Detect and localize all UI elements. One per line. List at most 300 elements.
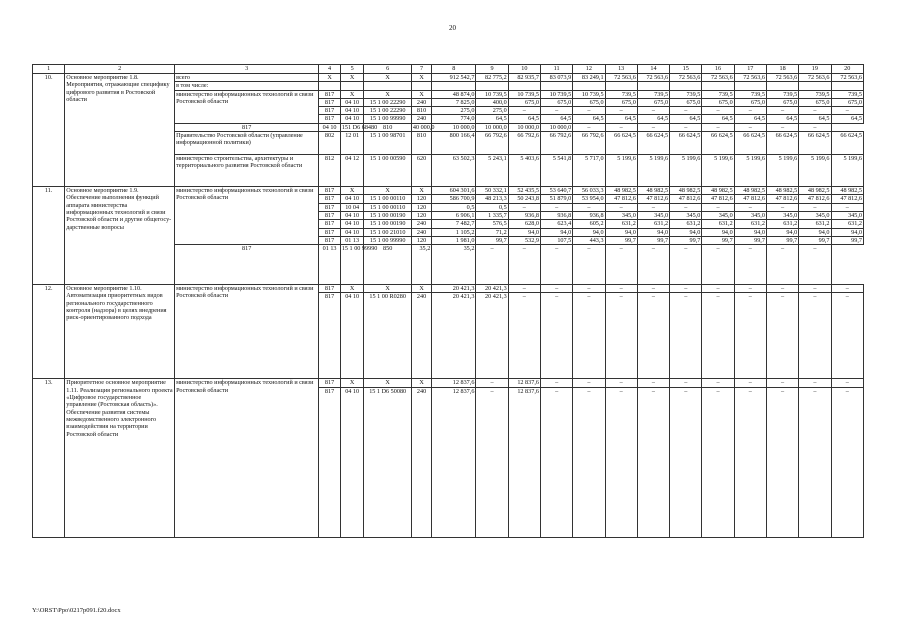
amount-cell: 56 033,3 [573,187,605,195]
amount-cell: 47 812,6 [734,195,766,203]
amount-cell: – [573,293,605,379]
amount-cell: 631,2 [734,220,766,228]
amount-cell: 5 199,6 [702,155,734,187]
code-cell: 817 [319,228,341,236]
amount-cell: 5 199,6 [637,155,669,187]
amount-cell: – [540,387,572,537]
amount-cell: 739,5 [702,90,734,98]
amount-cell: – [702,123,734,131]
amount-cell: 5 199,6 [799,155,831,187]
amount-cell: – [540,285,572,293]
code-cell: 850 [364,245,411,285]
amount-cell: – [670,293,702,379]
amount-cell: 10 000,0 [540,123,572,131]
amount-cell: – [637,123,669,131]
code-cell: 817 [319,211,341,219]
amount-cell: – [670,285,702,293]
amount-cell: 64,5 [573,115,605,123]
code-cell [319,82,341,90]
code-cell: 15 1 00 99990 [340,245,364,285]
code-cell: 04 10 [340,115,364,123]
amount-cell: 605,2 [573,220,605,228]
amount-cell: 532,9 [508,236,540,244]
amount-cell: 64,5 [702,115,734,123]
amount-cell: 82 935,7 [508,74,540,82]
amount-cell: 345,0 [831,211,864,219]
code-cell: 12 01 [340,132,364,155]
amount-cell [670,82,702,90]
amount-cell: – [637,203,669,211]
amount-cell: 83 073,9 [540,74,572,82]
amount-cell: 5 199,6 [670,155,702,187]
amount-cell: – [799,293,831,379]
amount-cell: 94,0 [734,228,766,236]
column-header: 13 [605,65,637,74]
executor-cell: министерство строительства, архитектуры и территориального развития Ростовской области [175,155,319,187]
amount-cell: – [702,379,734,387]
amount-cell: 47 812,6 [670,195,702,203]
amount-cell: – [540,293,572,379]
amount-cell: 107,5 [540,236,572,244]
row-number: 11. [33,187,65,285]
amount-cell [799,82,831,90]
amount-cell: 50 243,8 [508,195,540,203]
amount-cell: – [637,285,669,293]
amount-cell: 64,5 [831,115,864,123]
amount-cell: 10 739,5 [476,90,508,98]
amount-cell: 443,3 [573,236,605,244]
amount-cell: – [573,107,605,115]
amount-cell: 72 563,6 [799,74,831,82]
amount-cell: – [670,203,702,211]
amount-cell: 675,0 [734,98,766,106]
amount-cell: 675,0 [573,98,605,106]
amount-cell: 47 812,6 [637,195,669,203]
amount-cell: – [605,107,637,115]
amount-cell: 739,5 [637,90,669,98]
amount-cell: – [573,245,605,285]
amount-cell: – [540,203,572,211]
code-cell: 817 [319,107,341,115]
code-cell: Х [340,285,364,293]
amount-cell: 40 000,0 [412,123,435,131]
amount-cell: 72 563,6 [637,74,669,82]
amount-cell: – [605,379,637,387]
amount-cell: 675,0 [508,98,540,106]
column-header: 5 [340,65,364,74]
code-cell: 120 [411,195,431,203]
code-cell: 04 10 [340,211,364,219]
column-header: 7 [411,65,431,74]
amount-cell: – [573,387,605,537]
amount-cell: 64,5 [670,115,702,123]
amount-cell: – [734,123,766,131]
amount-cell: 604 301,6 [432,187,476,195]
amount-cell: 20 421,3 [432,285,476,293]
file-path-footer: Y:\ORST\Ppo\0217p091.f20.docx [32,607,121,614]
amount-cell: – [508,285,540,293]
code-cell: 817 [319,115,341,123]
amount-cell: 576,5 [476,220,508,228]
code-cell: 817 [319,379,341,387]
amount-cell: 72 563,6 [734,74,766,82]
amount-cell: 5 243,1 [476,155,508,187]
amount-cell: – [702,107,734,115]
amount-cell: 631,2 [799,220,831,228]
amount-cell: 72 563,6 [766,74,798,82]
amount-cell: 10 000,0 [476,123,508,131]
code-cell: 817 [319,236,341,244]
amount-cell: 99,7 [702,236,734,244]
code-cell: 240 [411,387,431,537]
code-cell: 15 1 00 00590 [364,155,411,187]
column-header: 8 [432,65,476,74]
amount-cell: 631,2 [605,220,637,228]
executor-cell: в том числе: [175,82,319,90]
amount-cell: 936,8 [508,211,540,219]
event-name: Основное мероприятие 1.9. Обеспечение выполнения функций аппарата министерства информационных технологий и связи Ростовской области и другие общегосу-дарственные вопросы [65,187,175,285]
amount-cell: 66 792,6 [573,132,605,155]
code-cell: 120 [411,203,431,211]
amount-cell: 12 837,6 [432,387,476,537]
header-row [33,65,864,74]
amount-cell: 48 213,3 [476,195,508,203]
amount-cell: 7 482,7 [432,220,476,228]
amount-cell: – [670,379,702,387]
amount-cell: 6 906,1 [432,211,476,219]
code-cell: 15 1 00 22290 [364,98,411,106]
amount-cell: 800 166,4 [432,132,476,155]
column-header: 14 [637,65,669,74]
amount-cell: 345,0 [734,211,766,219]
code-cell: 15 1 00 98701 [364,132,411,155]
amount-cell: 48 874,0 [432,90,476,98]
amount-cell: 739,5 [734,90,766,98]
amount-cell: – [734,107,766,115]
code-cell: 15 1 00 00110 [364,203,411,211]
amount-cell: – [799,285,831,293]
code-cell [411,82,431,90]
amount-cell: – [734,293,766,379]
amount-cell: – [799,107,831,115]
amount-cell: – [508,107,540,115]
amount-cell: 675,0 [799,98,831,106]
code-cell: 240 [411,220,431,228]
amount-cell: – [831,285,864,293]
code-cell: Х [411,285,431,293]
amount-cell: – [540,245,572,285]
column-header: 16 [702,65,734,74]
amount-cell: 345,0 [766,211,798,219]
code-cell: 04 10 [340,98,364,106]
code-cell: 04 10 [340,293,364,379]
amount-cell [476,82,508,90]
amount-cell: 66 624,5 [831,132,864,155]
amount-cell: 52 435,5 [508,187,540,195]
amount-cell: – [799,123,831,131]
amount-cell: – [799,203,831,211]
amount-cell: – [605,387,637,537]
code-cell: Х [364,187,411,195]
code-cell: 817 [175,245,319,285]
amount-cell: 83 249,1 [573,74,605,82]
column-header: 15 [670,65,702,74]
amount-cell: – [702,293,734,379]
amount-cell: – [766,245,798,285]
code-cell: 15 1 00 22290 [364,107,411,115]
amount-cell: 0,5 [476,203,508,211]
amount-cell: 912 542,7 [432,74,476,82]
amount-cell: 35,2 [432,245,476,285]
amount-cell: 739,5 [605,90,637,98]
amount-cell: 631,2 [831,220,864,228]
amount-cell: 66 624,5 [702,132,734,155]
amount-cell: 1 105,2 [432,228,476,236]
amount-cell [702,82,734,90]
amount-cell: – [831,293,864,379]
amount-cell: 0,5 [432,203,476,211]
event-name: Основное мероприятие 1.10. Автоматизация приоритетных видов регионального государственного контроля (надзора) в целях внедрения риск-ориентированного подхода [65,285,175,379]
amount-cell: 5 199,6 [831,155,864,187]
amount-cell: – [831,203,864,211]
amount-cell: – [831,387,864,537]
amount-cell: – [766,107,798,115]
amount-cell: – [605,245,637,285]
amount-cell: – [637,379,669,387]
amount-cell: 631,2 [766,220,798,228]
code-cell: Х [411,187,431,195]
code-cell: 15 1 00 R0280 [364,293,411,379]
amount-cell: 10 000,0 [508,123,540,131]
amount-cell: 94,0 [573,228,605,236]
amount-cell: – [573,379,605,387]
amount-cell: 50 332,1 [476,187,508,195]
column-header: 10 [508,65,540,74]
amount-cell: – [702,387,734,537]
amount-cell: 66 792,6 [476,132,508,155]
amount-cell: 53 640,7 [540,187,572,195]
amount-cell: – [766,285,798,293]
amount-cell: 64,5 [799,115,831,123]
amount-cell: 20 421,3 [432,293,476,379]
amount-cell: – [670,245,702,285]
code-cell: 817 [319,187,341,195]
amount-cell: 20 421,3 [476,293,508,379]
amount-cell: 10 000,0 [432,123,476,131]
code-cell: 810 [411,107,431,115]
amount-cell: 675,0 [831,98,864,106]
amount-cell: 936,8 [540,211,572,219]
amount-cell: – [799,379,831,387]
amount-cell: – [476,387,508,537]
amount-cell [540,82,572,90]
amount-cell: – [670,387,702,537]
amount-cell: 64,5 [637,115,669,123]
code-cell: 802 [319,132,341,155]
amount-cell [831,82,864,90]
code-cell: 15 1 00 21010 [364,228,411,236]
amount-cell: 12 837,6 [508,387,540,537]
code-cell: 240 [411,115,431,123]
amount-cell: 675,0 [766,98,798,106]
row-number: 12. [33,285,65,379]
amount-cell: 675,0 [637,98,669,106]
amount-cell: 48 982,5 [605,187,637,195]
amount-cell: 739,5 [799,90,831,98]
amount-cell: – [605,285,637,293]
amount-cell: 48 982,5 [702,187,734,195]
amount-cell: – [831,379,864,387]
amount-cell: 47 812,6 [766,195,798,203]
amount-cell: 739,5 [766,90,798,98]
amount-cell: 94,0 [637,228,669,236]
code-cell: 15 1 00 99990 [364,115,411,123]
code-cell: 15 1 D6 50080 [364,387,411,537]
table-row [33,187,864,195]
amount-cell: 675,0 [605,98,637,106]
amount-cell: 51 879,0 [540,195,572,203]
amount-cell: – [476,245,508,285]
amount-cell: 275,0 [476,107,508,115]
code-cell: Х [340,379,364,387]
executor-cell: всего [175,74,319,82]
amount-cell: – [799,387,831,537]
amount-cell: 94,0 [605,228,637,236]
executor-cell: министерство информационных технологий и связи Ростовской области [175,187,319,245]
amount-cell: 99,7 [637,236,669,244]
code-cell: Х [364,74,411,82]
column-header: 9 [476,65,508,74]
amount-cell: 774,0 [432,115,476,123]
amount-cell: 64,5 [766,115,798,123]
code-cell: 04 10 [340,107,364,115]
amount-cell: 275,0 [432,107,476,115]
code-cell: 817 [319,387,341,537]
code-cell: Х [411,379,431,387]
amount-cell: 72 563,6 [670,74,702,82]
code-cell: 04 10 [340,195,364,203]
amount-cell: 64,5 [734,115,766,123]
amount-cell: 82 775,2 [476,74,508,82]
amount-cell: 99,7 [799,236,831,244]
amount-cell: 5 199,6 [605,155,637,187]
event-name: Приоритетное основное мероприятие 1.11. Реализация регионального проекта «Цифровое государственное управление (Ростовская область)». Обеспечение развития системы межведомственного электронного взаимодействия на территории Ростовской области [65,379,175,537]
executor-cell: министерство информационных технологий и связи Ростовской области [175,90,319,123]
amount-cell: 400,0 [476,98,508,106]
amount-cell: 5 717,0 [573,155,605,187]
code-cell: 01 13 [319,245,341,285]
amount-cell [508,82,540,90]
code-cell: 240 [411,98,431,106]
code-cell: 10 04 [340,203,364,211]
amount-cell [734,82,766,90]
code-cell: 817 [319,293,341,379]
amount-cell: – [734,245,766,285]
column-header: 17 [734,65,766,74]
amount-cell: 623,4 [540,220,572,228]
code-cell: 04 10 [319,123,341,131]
amount-cell: 1 335,7 [476,211,508,219]
amount-cell: – [573,285,605,293]
amount-cell: 66 624,5 [799,132,831,155]
amount-cell: 72 563,6 [702,74,734,82]
amount-cell: – [637,107,669,115]
amount-cell: – [573,123,605,131]
amount-cell: – [508,203,540,211]
code-cell: Х [364,285,411,293]
amount-cell: – [670,123,702,131]
amount-cell: 12 837,6 [508,379,540,387]
amount-cell: 10 739,5 [573,90,605,98]
code-cell: Х [340,187,364,195]
amount-cell: – [637,387,669,537]
amount-cell: 53 954,0 [573,195,605,203]
amount-cell: – [508,245,540,285]
amount-cell: 10 739,5 [508,90,540,98]
code-cell: Х [411,90,431,98]
column-header: 6 [364,65,411,74]
amount-cell: 1 981,0 [432,236,476,244]
amount-cell: 48 982,5 [637,187,669,195]
code-cell: 04 10 [340,387,364,537]
amount-cell [605,82,637,90]
code-cell: 240 [411,293,431,379]
amount-cell: 345,0 [670,211,702,219]
amount-cell: 628,0 [508,220,540,228]
code-cell [340,82,364,90]
amount-cell [573,82,605,90]
amount-cell: 675,0 [702,98,734,106]
code-cell: 04 10 [340,228,364,236]
code-cell: Х [319,74,341,82]
amount-cell: 345,0 [799,211,831,219]
code-cell: Х [364,90,411,98]
amount-cell: 99,7 [734,236,766,244]
column-header: 19 [799,65,831,74]
amount-cell: 20 421,3 [476,285,508,293]
amount-cell: 66 792,6 [508,132,540,155]
amount-cell: 345,0 [605,211,637,219]
amount-cell: – [540,379,572,387]
amount-cell: 99,7 [476,236,508,244]
code-cell [364,82,411,90]
amount-cell: 94,0 [766,228,798,236]
amount-cell: 64,5 [540,115,572,123]
amount-cell: 71,2 [476,228,508,236]
amount-cell: 10 739,5 [540,90,572,98]
amount-cell: 63 502,3 [432,155,476,187]
amount-cell: – [766,293,798,379]
code-cell: 15 1 00 00190 [364,220,411,228]
table-row [33,74,864,82]
amount-cell: 47 812,6 [831,195,864,203]
amount-cell: – [766,387,798,537]
amount-cell: 345,0 [637,211,669,219]
amount-cell: 631,2 [637,220,669,228]
amount-cell: 99,7 [605,236,637,244]
code-cell: Х [340,90,364,98]
code-cell: 812 [319,155,341,187]
amount-cell: 936,8 [573,211,605,219]
amount-cell: – [734,379,766,387]
amount-cell: 66 624,5 [766,132,798,155]
amount-cell: 66 624,5 [637,132,669,155]
amount-cell: 66 624,5 [734,132,766,155]
code-cell: 817 [319,98,341,106]
code-cell: 810 [411,132,431,155]
amount-cell [637,82,669,90]
amount-cell: 47 812,6 [605,195,637,203]
